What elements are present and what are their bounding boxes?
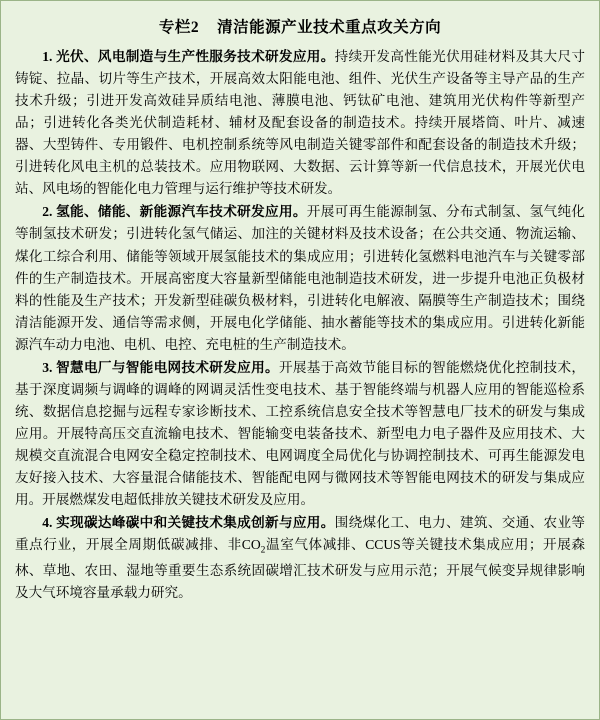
paragraph-4-text-before-sub: 围绕煤化工、电力、建筑、交通、农业等重点行业，开展全周期低碳减排、非CO <box>15 515 586 553</box>
paragraph-4-lead: 4. 实现碳达峰碳中和关键技术集成创新与应用。 <box>42 515 335 531</box>
document-body <box>15 46 585 604</box>
title-number: 专栏2 <box>158 19 200 36</box>
paragraph-1-text: 持续开发高性能光伏用硅材料及其大尺寸铸锭、拉晶、切片等生产技术，开展高效太阳能电池、组件、光伏生产设备等主导产品的生产技术升级；引进开发高效硅异质结电池、薄膜电池、钙钛矿电池、建筑用光伏构件等新型产品；引进转化各类光伏制造耗材、辅材及配套设备的制造技术。持续开展塔筒、叶片、减速器、大型铸件、专用锻件、电机控制系统等风电制造关键零部件和配套设备的制造技术升级；引进转化风电主机的总装技术。应用物联网、大数据、云计算等新一代信息技术，开展光伏电站、风电场的智能化电力管理与运行维护等技术研发。 <box>15 49 586 197</box>
paragraph-2-lead: 2. 氢能、储能、新能源汽车技术研发应用。 <box>42 204 307 220</box>
paragraph-1 <box>15 46 585 200</box>
title-text: 清洁能源产业技术重点攻关方向 <box>217 19 442 36</box>
paragraph-2-text: 开展可再生能源制氢、分布式制氢、氢气纯化等制氢技术研发；引进转化氢气储运、加注的关键材料及技术设备；在公共交通、物流运输、煤化工综合利用、储能等领域开展氢能技术的集成应用；引进转化氢燃料电池汽车与关键零部件的生产制造技术。开展高密度大容量新型储能电池制造技术研发，进一步提升电池正负极材料的性能及生产技术；开发新型硅碳负极材料，引进转化电解液、隔膜等生产制造技术；围绕清洁能源开发、通信等需求侧，开展电化学储能、抽水蓄能等技术的集成应用。引进转化新能源汽车动力电池、电机、电控、充电桩的生产制造技术。 <box>15 204 585 352</box>
paragraph-2 <box>15 201 585 355</box>
paragraph-4-text-after-sub: 温室气体减排、CCUS等关键技术集成应用；开展森林、草地、农田、湿地等重要生态系统固碳增汇技术研发与应用示范；开展气候变异规律影响及大气环境容量承载力研究。 <box>15 537 585 600</box>
paragraph-3-text: 开展基于高效节能目标的智能燃烧优化控制技术，基于深度调频与调峰的调峰的网调灵活性变电技术、基于智能终端与机器人应用的智能巡检系统、数据信息挖掘与远程专家诊断技术、工控系统信息安全技术等智慧电厂技术的研发与集成应用。开展特高压交直流输电技术、智能输变电装备技术、新型电力电子器件及应用技术、大规模交直流混合电网安全稳定控制技术、电网调度全局优化与协调控制技术、可再生能源发电友好接入技术、大容量混合储能技术、智能配电网与微网技术等智能电网技术的研发与集成应用。开展燃煤发电超低排放关键技术研发及应用。 <box>15 359 586 508</box>
paragraph-3-lead: 3. 智慧电厂与智能电网技术研发应用。 <box>42 359 279 375</box>
paragraph-4 <box>15 512 585 603</box>
page-title <box>15 15 585 37</box>
paragraph-3 <box>15 357 585 511</box>
paragraph-1-lead: 1. 光伏、风电制造与生产性服务技术研发应用。 <box>42 49 335 64</box>
paragraph-4-subscript: 2 <box>260 546 266 557</box>
